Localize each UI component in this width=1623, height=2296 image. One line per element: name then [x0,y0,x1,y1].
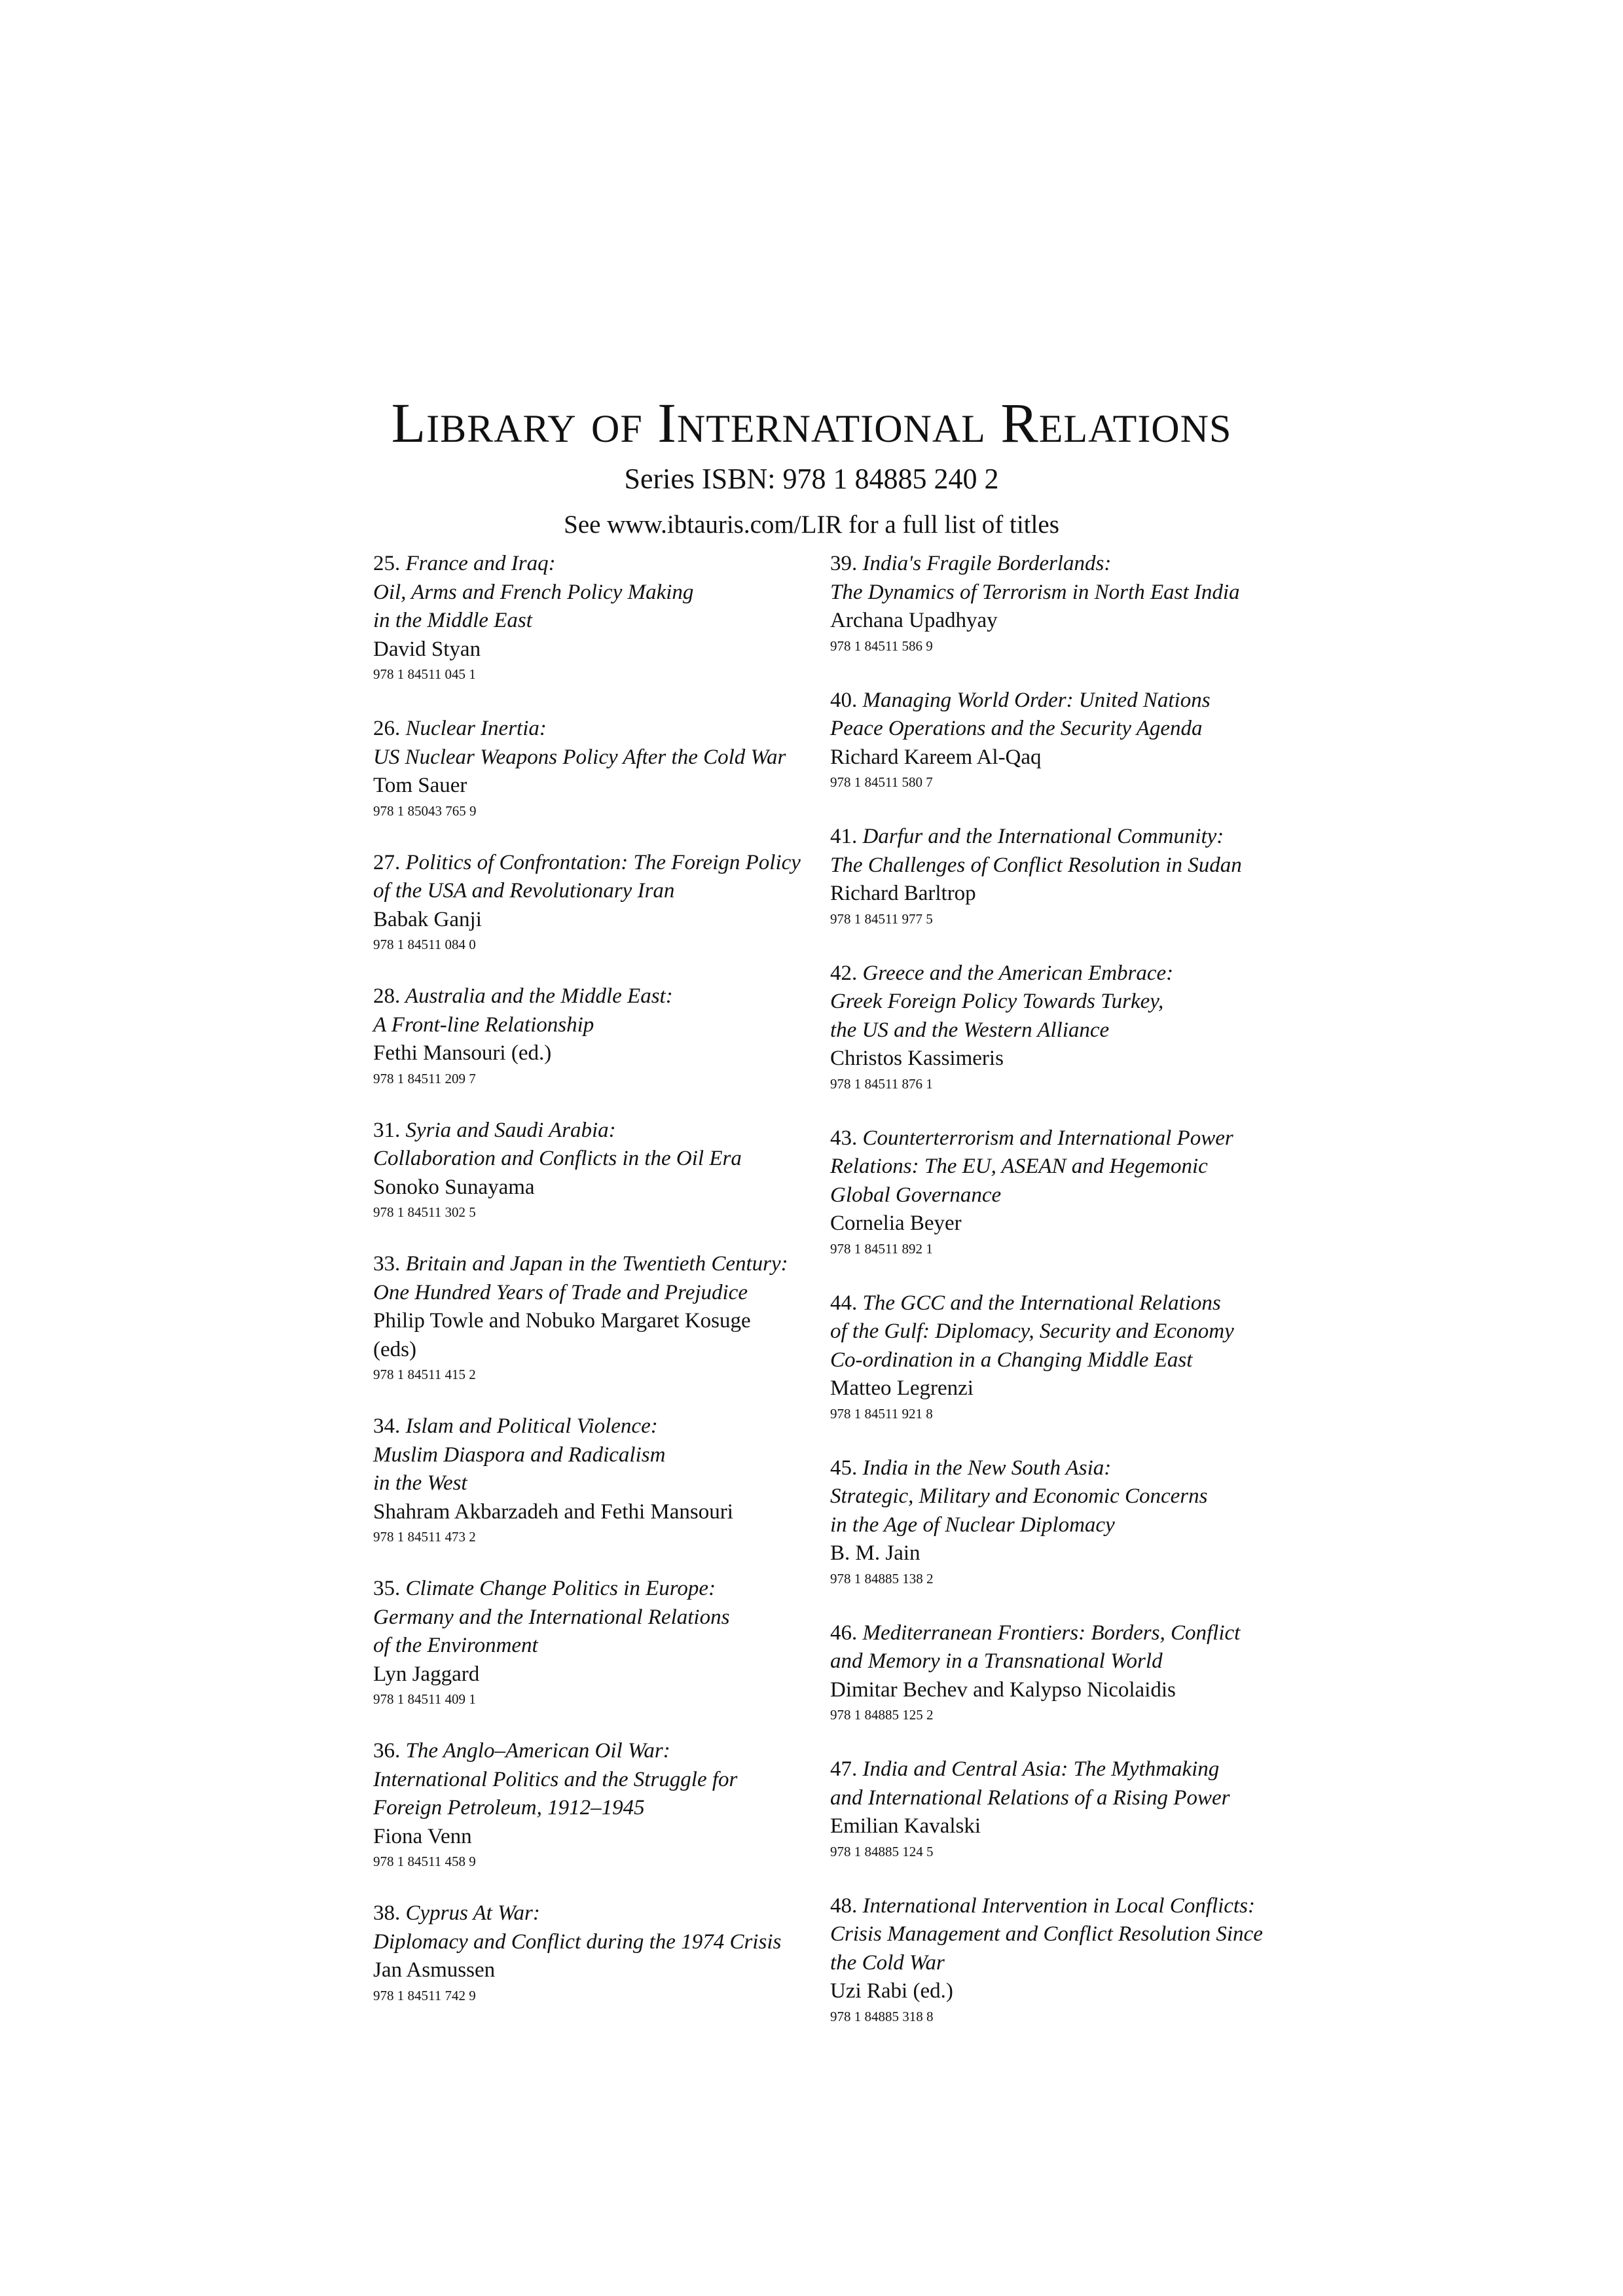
book-isbn: 978 1 84511 302 5 [373,1204,476,1220]
book-title-line: 26. Nuclear Inertia: [373,717,547,740]
book-entry [373,1117,818,1223]
book-author: Archana Upadhyay [830,609,998,632]
book-entry [373,550,818,685]
book-isbn: 978 1 84511 084 0 [373,937,476,952]
book-entry [830,1892,1288,2027]
book-title-line: 28. Australia and the Middle East: [373,984,673,1008]
book-entry [373,1575,818,1710]
book-entry [830,823,1288,929]
book-entry [373,1737,818,1872]
book-number: 33. [373,1252,401,1276]
book-title-line: Oil, Arms and French Policy Making [373,580,694,604]
book-author: Richard Barltrop [830,882,976,905]
book-isbn: 978 1 84885 318 8 [830,2008,934,2024]
book-isbn: 978 1 85043 765 9 [373,802,477,819]
book-entry [830,550,1288,656]
series-isbn: Series ISBN: 978 1 84885 240 2 [624,463,999,495]
book-title-line: 25. France and Iraq: [373,552,556,575]
book-author: David Styan [373,637,481,661]
book-number: 35. [373,1577,401,1600]
book-title-line: Peace Operations and the Security Agenda [830,717,1203,740]
book-author: Jan Asmussen [373,1958,496,1982]
book-number: 27. [373,850,401,874]
book-isbn: 978 1 84885 124 5 [830,1843,934,1859]
book-title-line: 43. Counterterrorism and International Power [830,1126,1233,1150]
book-author: Dimitar Bechev and Kalypso Nicolaidis [830,1677,1176,1702]
book-author: Cornelia Beyer [830,1211,962,1235]
book-entry [830,1124,1288,1259]
book-number: 48. [830,1893,858,1918]
book-title-line: 36. The Anglo–American Oil War: [373,1739,670,1763]
book-author: Emilian Kavalski [830,1814,981,1838]
book-title-line: Greek Foreign Policy Towards Turkey, [830,990,1164,1013]
book-title-line: 42. Greece and the American Embrace: [830,961,1174,985]
book-title-line: 47. India and Central Asia: The Mythmaking [830,1757,1220,1781]
book-author: (eds) [373,1337,416,1361]
book-isbn: 978 1 84511 580 7 [830,774,933,790]
book-title-line: of the Gulf: Diplomacy, Security and Economy [830,1319,1234,1343]
book-number: 34. [373,1414,401,1438]
book-isbn: 978 1 84511 921 8 [830,1405,933,1422]
book-author: Lyn Jaggard [373,1662,480,1686]
book-number: 39. [830,552,858,575]
book-title-line: Crisis Management and Conflict Resolution Since [830,1922,1263,1946]
book-title-line: the US and the Western Alliance [830,1018,1110,1042]
book-entry [373,982,818,1089]
book-title-line: 41. Darfur and the International Community: [830,825,1224,848]
book-number: 44. [830,1291,858,1315]
book-isbn: 978 1 84511 586 9 [830,637,933,654]
book-isbn: 978 1 84885 125 2 [830,1707,934,1723]
book-title-line: Collaboration and Conflicts in the Oil Era [373,1147,742,1170]
book-title-line: 34. Islam and Political Violence: [373,1414,658,1438]
book-isbn: 978 1 84511 415 2 [373,1367,476,1382]
book-entry [373,1899,818,2006]
book-number: 31. [373,1118,401,1142]
book-number: 36. [373,1739,401,1763]
book-title-line: Foreign Petroleum, 1912–1945 [373,1796,645,1820]
book-title-line: 44. The GCC and the International Relations [830,1291,1221,1315]
book-title-line: 46. Mediterranean Frontiers: Borders, Conflict [830,1621,1241,1645]
full-list-note: See www.ibtauris.com/LIR for a full list of titles [564,511,1059,539]
book-entry [830,687,1288,793]
book-isbn: 978 1 84511 209 7 [373,1070,476,1086]
book-entry [830,1619,1288,1726]
book-isbn: 978 1 84511 045 1 [373,666,476,682]
book-author: Richard Kareem Al-Qaq [830,745,1042,769]
book-entry [830,1755,1288,1862]
book-number: 46. [830,1621,858,1645]
book-title-line: 40. Managing World Order: United Nations [830,688,1211,712]
book-title-line: and Memory in a Transnational World [830,1649,1163,1673]
book-author: Matteo Legrenzi [830,1376,974,1400]
book-number: 40. [830,688,858,712]
book-number: 26. [373,717,401,740]
book-title-line: The Challenges of Conflict Resolution in Sudan [830,853,1242,877]
book-title-line: 31. Syria and Saudi Arabia: [373,1118,616,1142]
book-title-line: The Dynamics of Terrorism in North East India [830,580,1240,604]
left-column [373,550,818,2006]
book-author: Shahram Akbarzadeh and Fethi Mansouri [373,1499,733,1524]
book-title-line: in the Middle East [373,609,532,632]
book-title-line: of the USA and Revolutionary Iran [373,879,675,903]
book-number: 38. [373,1901,401,1925]
book-number: 25. [373,552,401,575]
book-author: Fethi Mansouri (ed.) [373,1041,552,1065]
book-author: Uzi Rabi (ed.) [830,1979,953,2003]
book-entry [830,1289,1288,1424]
book-author: Christos Kassimeris [830,1047,1004,1070]
book-title-line: A Front-line Relationship [373,1013,594,1037]
book-author: Fiona Venn [373,1824,472,1848]
right-column [830,550,1288,2027]
book-title-line: the Cold War [830,1950,945,1975]
book-title-line: Germany and the International Relations [373,1605,730,1629]
book-title-line: 45. India in the New South Asia: [830,1456,1112,1480]
book-title-line: 39. India's Fragile Borderlands: [830,552,1112,575]
book-isbn: 978 1 84511 876 1 [830,1075,933,1092]
book-isbn: 978 1 84511 458 9 [373,1854,476,1869]
book-entry [830,1454,1288,1589]
book-title-line: and International Relations of a Rising Power [830,1785,1230,1810]
book-title-line: Diplomacy and Conflict during the 1974 Crisis [373,1929,782,1954]
series-title: Library of International Relations [391,391,1232,454]
book-number: 28. [373,984,401,1008]
book-title-line: International Politics and the Struggle for [373,1767,738,1791]
book-author: Philip Towle and Nobuko Margaret Kosuge [373,1309,751,1333]
book-title-line: 38. Cyprus At War: [373,1901,540,1925]
book-title-line: 27. Politics of Confrontation: The Foreign Policy [373,850,801,874]
book-number: 42. [830,961,858,985]
book-title-line: One Hundred Years of Trade and Prejudice [373,1280,748,1304]
book-isbn: 978 1 84885 138 2 [830,1570,934,1587]
book-author: B. M. Jain [830,1541,921,1565]
book-isbn: 978 1 84511 892 1 [830,1240,933,1257]
book-author: Tom Sauer [373,774,467,797]
book-number: 45. [830,1456,858,1480]
book-title-line: 48. International Intervention in Local Conflicts: [830,1893,1255,1918]
book-title-line: Relations: The EU, ASEAN and Hegemonic [830,1155,1208,1178]
book-isbn: 978 1 84511 977 5 [830,910,933,927]
book-isbn: 978 1 84511 409 1 [373,1691,476,1707]
book-number: 47. [830,1757,858,1781]
book-title-line: Muslim Diaspora and Radicalism [373,1443,666,1467]
book-isbn: 978 1 84511 473 2 [373,1529,476,1545]
book-title-line: Co-ordination in a Changing Middle East [830,1348,1193,1372]
book-entry [373,1250,818,1385]
book-title-line: Global Governance [830,1183,1002,1207]
book-author: Sonoko Sunayama [373,1175,535,1199]
book-author: Babak Ganji [373,907,482,931]
book-entry [373,715,818,821]
book-title-line: 35. Climate Change Politics in Europe: [373,1577,716,1600]
book-title-line: 33. Britain and Japan in the Twentieth Century: [373,1252,788,1276]
book-title-line: in the West [373,1471,467,1495]
book-title-line: in the Age of Nuclear Diplomacy [830,1513,1115,1537]
book-title-line: Strategic, Military and Economic Concerns [830,1484,1208,1508]
book-isbn: 978 1 84511 742 9 [373,1987,476,2003]
book-entry [830,960,1288,1094]
book-number: 43. [830,1126,858,1150]
book-entry [373,849,818,956]
book-title-line: of the Environment [373,1634,538,1657]
book-number: 41. [830,825,858,848]
book-title-line: US Nuclear Weapons Policy After the Cold War [373,745,786,769]
book-entry [373,1412,818,1547]
